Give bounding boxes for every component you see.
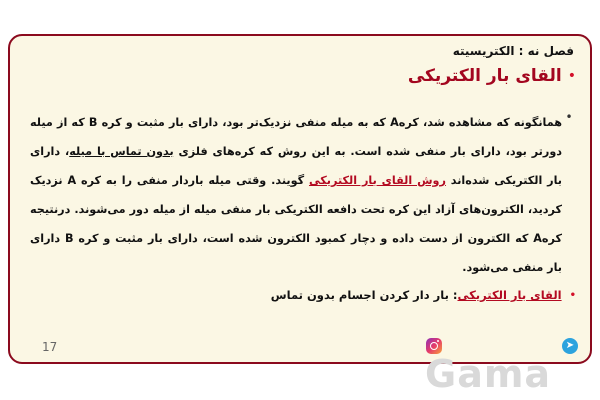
- paragraph-text: [30, 108, 562, 282]
- bullet-dot-icon: •: [567, 68, 576, 84]
- section-heading: القای بار الکتریکی: [407, 66, 562, 86]
- chapter-title: فصل نه : الکتریسیته: [452, 44, 574, 58]
- text-run: دارای بار منفی می‌شود.: [30, 232, 562, 274]
- underlined-phrase: بدون تماس با میله: [69, 145, 174, 158]
- watermark-logo: Gama: [425, 352, 552, 396]
- label-b: B: [64, 232, 74, 245]
- text-run: که الکترون از دست داده و دچار کمبود الکترون شده است، دارای بار مثبت و کره: [73, 232, 534, 245]
- highlighted-term: روش القای بار الکتریکی: [308, 174, 446, 187]
- text-run: که از میله دورتر بود، دارای بار منفی شده است. به این روش که کره‌های فلزی: [30, 116, 563, 158]
- text-run: که به میله منفی نزدیک‌تر بود، دارای بار مثبت و کره: [97, 116, 391, 129]
- text-run: نزدیک کردید، الکترون‌های آزاد این کره تحت دافعه الکتریکی بار منفی میله از میله دور می‌شوند. درنتیجه کره: [30, 174, 562, 245]
- label-a: A: [390, 116, 399, 129]
- definition-text: : بار دار کردن اجسام بدون تماس: [270, 288, 458, 302]
- bullet-dot-icon: •: [565, 110, 573, 124]
- text-run: همانگونه که مشاهده شد، کره: [398, 116, 562, 129]
- heading-row: [408, 66, 576, 86]
- page-number: 17: [42, 340, 58, 354]
- text-run: گویند. وقتی میله باردار منفی را به کره: [76, 174, 309, 187]
- paragraph-block: [30, 108, 576, 282]
- label-b: B: [88, 116, 98, 129]
- bullet-dot-icon: •: [569, 289, 576, 301]
- label-a: A: [533, 232, 542, 245]
- definition-term: القای بار الکتریکی: [457, 288, 562, 302]
- slide-frame: [8, 34, 592, 364]
- text-run: ، دارای بار الکتریکی شده‌اند: [30, 145, 563, 187]
- label-a: A: [67, 174, 77, 187]
- definition-row: [271, 288, 576, 302]
- telegram-icon[interactable]: ➤: [562, 338, 578, 354]
